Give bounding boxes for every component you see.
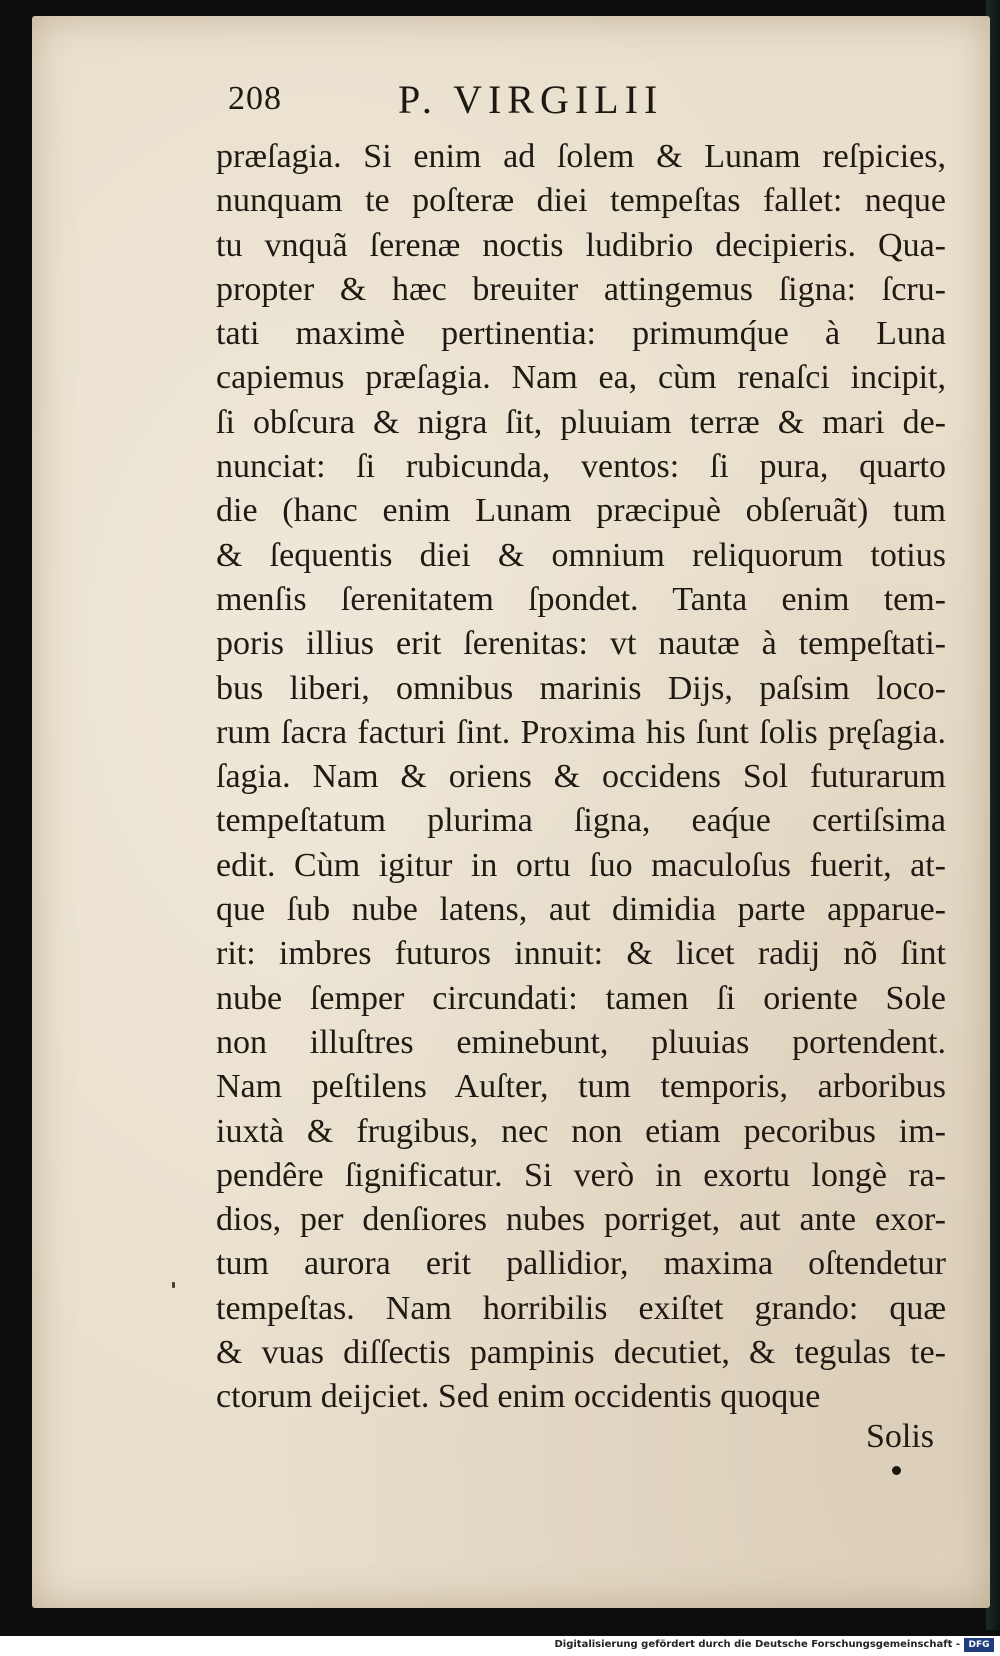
- text-line: tu vnquã ſerenæ noctis ludibrio decipieris. Qua-: [216, 226, 946, 264]
- text-line: que ſub nube latens, aut dimidia parte apparue-: [216, 891, 946, 929]
- digitization-footer: [0, 1636, 1000, 1656]
- text-line: ſi obſcura & nigra ſit, pluuiam terræ & mari de-: [216, 403, 946, 441]
- text-line: & ſequentis diei & omnium reliquorum totius: [216, 536, 946, 574]
- text-line: rum ſacra facturi ſint. Proxima his ſunt ſolis pręſagia.: [216, 713, 946, 751]
- text-line: nube ſemper circundati: tamen ſi oriente Sole: [216, 979, 946, 1017]
- text-line: tati maximè pertinentia: primumq́ue à Luna: [216, 315, 946, 353]
- text-line: nunquam te poſteræ diei tempeſtas fallet: neque: [216, 182, 946, 220]
- dfg-logo: DFG: [964, 1638, 994, 1652]
- text-line: rit: imbres futuros innuit: & licet radij nõ ſint: [216, 935, 946, 973]
- text-line: præſagia. Si enim ad ſolem & Lunam reſpicies,: [216, 138, 946, 175]
- text-line: nunciat: ſi rubicunda, ventos: ſi pura, quarto: [216, 448, 946, 486]
- text-line: poris illius erit ſerenitas: vt nautæ à tempeſtati-: [216, 625, 946, 663]
- text-line: bus liberi, omnibus marinis Dijs, paſsim loco-: [216, 669, 946, 707]
- page-number: 208: [228, 80, 282, 117]
- text-line: ctorum deijciet. Sed enim occidentis quoque: [216, 1378, 821, 1416]
- ink-dot: [892, 1466, 901, 1475]
- text-line: iuxtà & frugibus, nec non etiam pecoribus im-: [216, 1112, 946, 1150]
- text-line: edit. Cùm igitur in ortu ſuo maculoſus fuerit, at-: [216, 846, 946, 884]
- text-line: tempeſtas. Nam horribilis exiſtet grando: quæ: [216, 1289, 946, 1327]
- text-line: tum aurora erit pallidior, maxima oſtendetur: [216, 1245, 946, 1283]
- text-line: non illuſtres eminebunt, pluuias portendent.: [216, 1023, 946, 1061]
- body-text: [216, 135, 946, 1420]
- running-head: [228, 77, 948, 130]
- text-line: die (hanc enim Lunam præcipuè obſeruãt) tum: [216, 492, 946, 530]
- text-line: ſagia. Nam & oriens & occidens Sol futurarum: [216, 758, 946, 796]
- margin-mark: [172, 1282, 175, 1288]
- text-line: tempeſtatum plurima ſigna, eaq́ue certiſsima: [216, 802, 946, 840]
- footer-credit: Digitalisierung gefördert durch die Deutsche Forschungsgemeinschaft -: [554, 1639, 960, 1650]
- text-line: Nam peſtilens Auſter, tum temporis, arboribus: [216, 1068, 946, 1106]
- text-line: & vuas diſſectis pampinis decutiet, & tegulas te-: [216, 1334, 946, 1372]
- text-line: menſis ſerenitatem ſpondet. Tanta enim tem-: [216, 580, 946, 618]
- text-line: pendêre ſignificatur. Si verò in exortu longè ra-: [216, 1156, 946, 1194]
- catchword: Solis: [866, 1418, 935, 1455]
- text-line: dios, per denſiores nubes porriget, aut ante exor-: [216, 1201, 946, 1239]
- running-head-title: P. VIRGILII: [398, 77, 664, 122]
- text-line: capiemus præſagia. Nam ea, cùm renaſci incipit,: [216, 359, 946, 397]
- text-line: propter & hæc breuiter attingemus ſigna: ſcru-: [216, 270, 946, 308]
